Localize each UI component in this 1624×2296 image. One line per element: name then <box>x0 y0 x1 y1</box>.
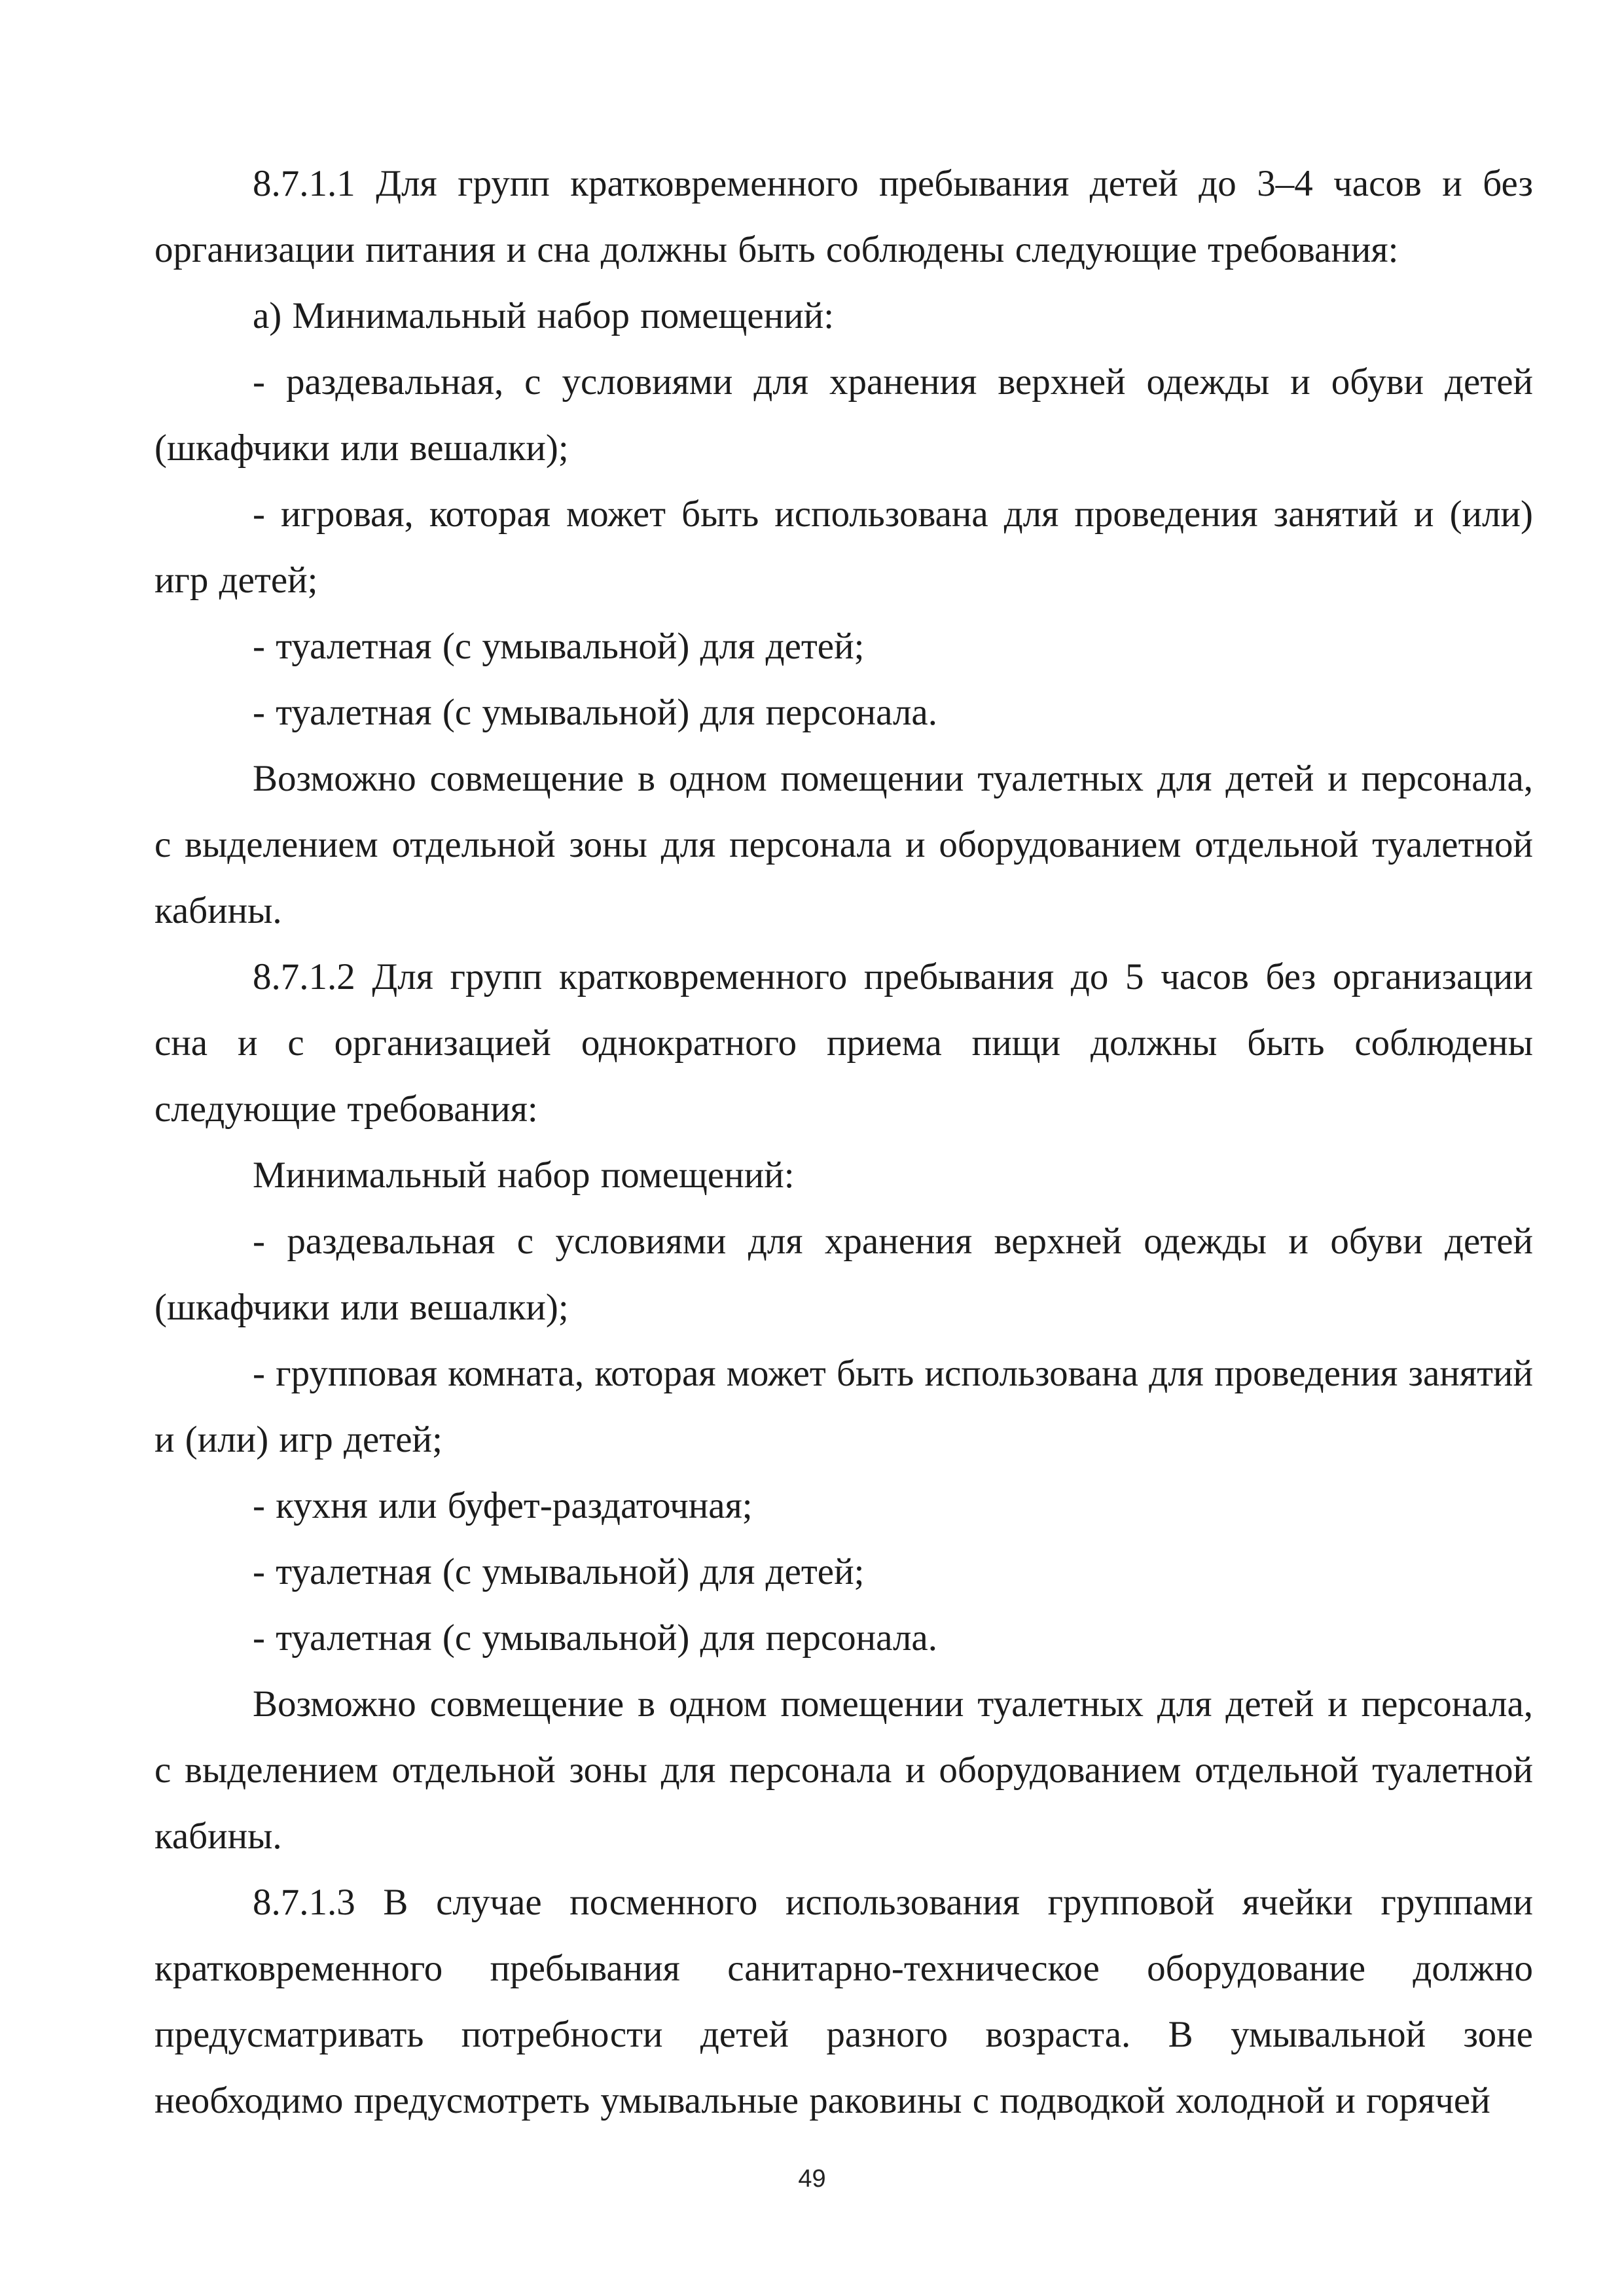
paragraph-minimal-set-heading-a: а) Минимальный набор помещений: <box>253 295 835 336</box>
list-item-toilet-children: - туалетная (с умывальной) для детей; <box>253 626 865 667</box>
list-item-toilet-staff: - туалетная (с умывальной) для персонала. <box>253 692 937 733</box>
list-item-toilet-children-2: - туалетная (с умывальной) для детей; <box>253 1551 865 1592</box>
list-item-toilet-staff-2: - туалетная (с умывальной) для персонала. <box>253 1617 937 1659</box>
paragraph-combined-toilets-2: Возможно совмещение в одном помещении туалетных для детей и персонала, с выделением отдельной зоны для персонала и оборудованием отдельной туалетной кабины. <box>154 1683 1533 1857</box>
list-item-play-room: - игровая, которая может быть использована для проведения занятий и (или) игр детей; <box>154 493 1533 601</box>
list-item-group-room: - групповая комната, которая может быть использована для проведения занятий и (или) игр детей; <box>154 1353 1533 1460</box>
paragraph-8-7-1-1: 8.7.1.1 Для групп кратковременного пребывания детей до 3–4 часов и без организации питания и сна должны быть соблюдены следующие требования: <box>154 163 1533 270</box>
list-item-kitchen: - кухня или буфет-раздаточная; <box>253 1485 753 1526</box>
paragraph-minimal-set-heading: Минимальный набор помещений: <box>253 1155 795 1196</box>
page-number: 49 <box>798 2165 826 2193</box>
document-body <box>154 151 1533 2134</box>
paragraph-8-7-1-3: 8.7.1.3 В случае посменного использования групповой ячейки группами кратковременного пребывания санитарно-техническое оборудование должно предусматривать потребности детей разного возраста. В умывальной зоне необходимо предусмотреть умывальные раковины с подводкой холодной и горячей <box>154 1882 1533 2121</box>
list-item-dressing-room: - раздевальная, с условиями для хранения верхней одежды и обуви детей (шкафчики или вешалки); <box>154 361 1533 469</box>
list-item-dressing-room-2: - раздевальная с условиями для хранения верхней одежды и обуви детей (шкафчики или вешалки); <box>154 1221 1533 1328</box>
paragraph-combined-toilets-1: Возможно совмещение в одном помещении туалетных для детей и персонала, с выделением отдельной зоны для персонала и оборудованием отдельной туалетной кабины. <box>154 758 1533 931</box>
paragraph-8-7-1-2: 8.7.1.2 Для групп кратковременного пребывания до 5 часов без организации сна и с организацией однократного приема пищи должны быть соблюдены следующие требования: <box>154 956 1533 1130</box>
